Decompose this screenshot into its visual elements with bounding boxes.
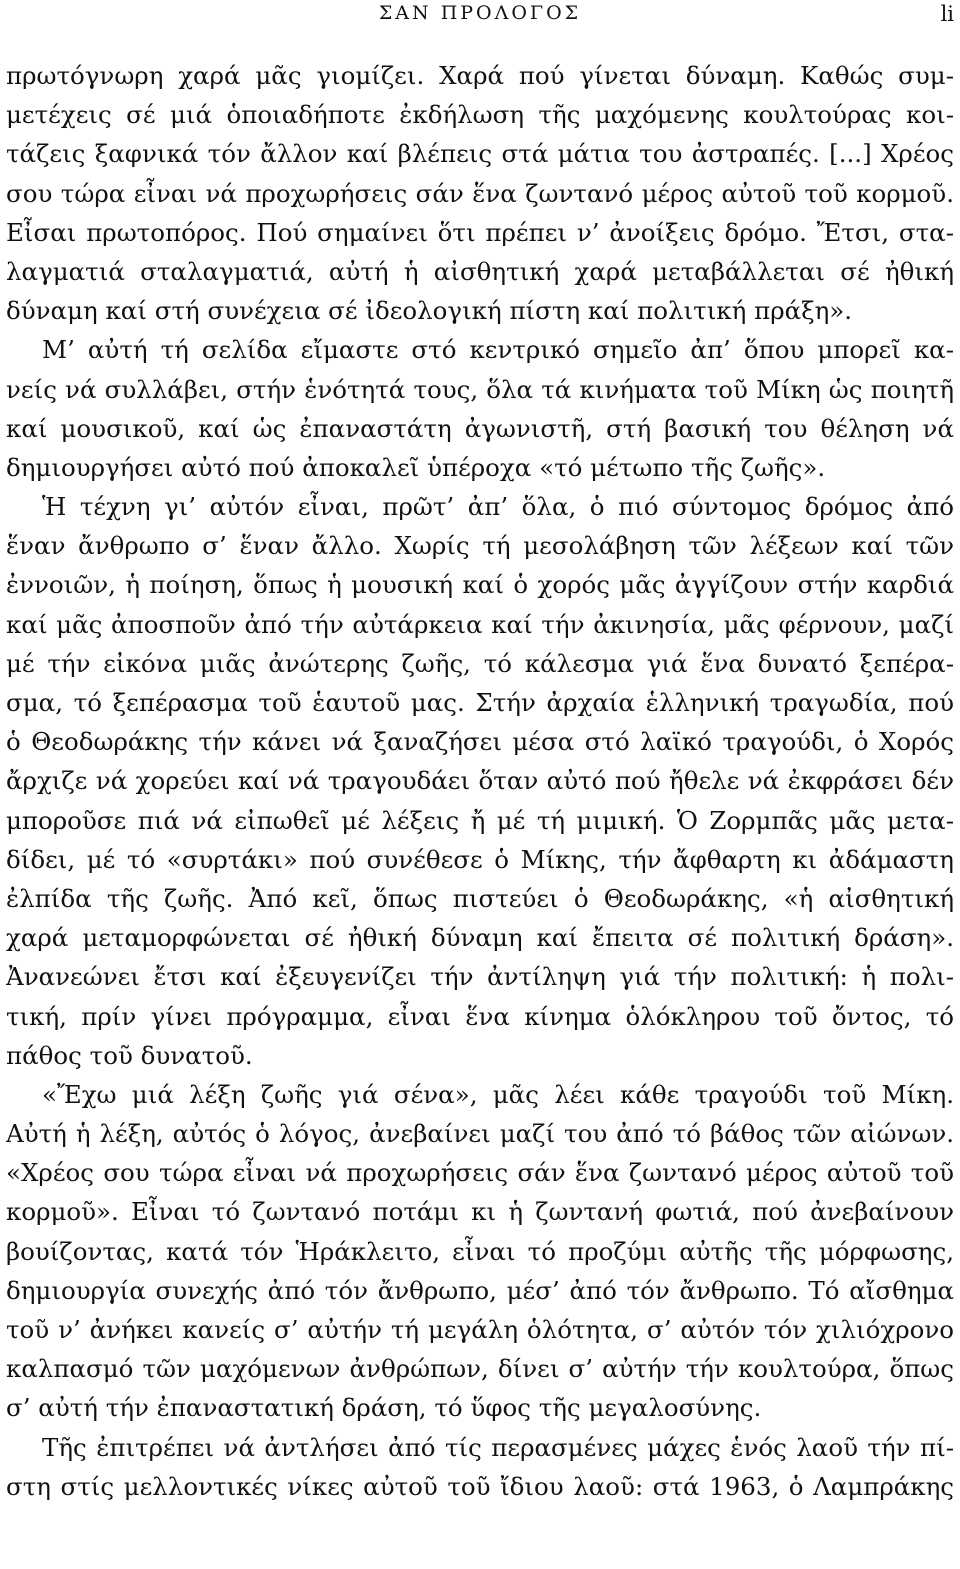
text-line: Ἀνανεώνει ἔτσι καί ἐξευγενίζει τήν ἀντίληψη γιά τήν πολιτική: ἡ πολι-	[6, 962, 954, 992]
text-line: Ἡ τέχνη γι’ αὐτόν εἶναι, πρῶτ’ ἀπ’ ὅλα, ὁ πιό σύντομος δρόμος ἀπό	[42, 492, 954, 522]
text-line: ἐννοιῶν, ἡ ποίηση, ὅπως ἡ μουσική καί ὁ χορός μᾶς ἀγγίζουν στήν καρδιά	[6, 570, 954, 600]
text-line: δίδει, μέ τό «συρτάκι» πού συνέθεσε ὁ Μίκης, τήν ἄφθαρτη κι ἀδάμαστη	[6, 844, 954, 874]
text-line: ἐλπίδα τῆς ζωῆς. Ἀπό κεῖ, ὅπως πιστεύει ὁ Θεοδωράκης, «ἡ αἰσθητική	[6, 883, 954, 913]
text-line: Εἶσαι πρωτοπόρος. Πού σημαίνει ὅτι πρέπει ν’ ἀνοίξεις δρόμο. Ἔτσι, στα-	[6, 217, 954, 247]
text-line: ὁ Θεοδωράκης τήν κάνει νά ξαναζήσει μέσα στό λαϊκό τραγούδι, ὁ Χορός	[6, 727, 954, 757]
text-line: δημιουργήσει αὐτό πού ἀποκαλεῖ ὑπέροχα «τό μέτωπο τῆς ζωῆς».	[6, 452, 826, 482]
text-line: Μ’ αὐτή τή σελίδα εἴμαστε στό κεντρικό σημεῖο ἀπ’ ὅπου μπορεῖ κα-	[42, 335, 954, 365]
text-line: κορμοῦ». Εἶναι τό ζωντανό ποτάμι κι ἡ ζωντανή φωτιά, πού ἀνεβαίνουν	[6, 1197, 954, 1227]
text-line: καλπασμό τῶν μαχόμενων ἀνθρώπων, δίνει σ’ αὐτήν τήν κουλτούρα, ὅπως	[6, 1354, 954, 1384]
text-line: βουίζοντας, κατά τόν Ἡράκλειτο, εἶναι τό προζύμι αὐτῆς τῆς μόρφωσης,	[6, 1236, 954, 1266]
text-line: καί μᾶς ἀποσποῦν ἀπό τήν αὐτάρκεια καί τήν ἀκινησία, μᾶς φέρνουν, μαζί	[6, 609, 954, 639]
text-line: χαρά μεταμορφώνεται σέ ἠθική δύναμη καί ἔπειτα σέ πολιτική δράση».	[6, 923, 954, 953]
text-line: καί μουσικοῦ, καί ὡς ἐπαναστάτη ἀγωνιστῆ, στή βασική του θέληση νά	[6, 413, 954, 443]
text-line: «Χρέος σου τώρα εἶναι νά προχωρήσεις σάν ἕνα ζωντανό μέρος αὐτοῦ τοῦ	[6, 1158, 954, 1188]
text-line: στη στίς μελλοντικές νίκες αὐτοῦ τοῦ ἴδιου λαοῦ: στά 1963, ὁ Λαμπράκης	[6, 1471, 954, 1501]
text-line: σου τώρα εἶναι νά προχωρήσεις σάν ἕνα ζωντανό μέρος αὐτοῦ τοῦ κορμοῦ.	[6, 178, 954, 208]
page-number: li	[940, 2, 954, 26]
text-line: τοῦ ν’ ἀνήκει κανείς σ’ αὐτήν τή μεγάλη ὁλότητα, σ’ αὐτόν τόν χιλιόχρονο	[6, 1315, 954, 1344]
page-header	[6, 2, 954, 30]
text-line: τική, πρίν γίνει πρόγραμμα, εἶναι ἕνα κίνημα ὁλόκληρου τοῦ ὄντος, τό	[6, 1001, 954, 1031]
text-line: «Ἔχω μιά λέξη ζωῆς γιά σένα», μᾶς λέει κάθε τραγούδι τοῦ Μίκη.	[42, 1079, 954, 1109]
text-line: ἄρχιζε νά χορεύει καί νά τραγουδάει ὅταν αὐτό πού ἤθελε νά ἐκφράσει δέν	[6, 766, 954, 796]
text-line: Αὐτή ἡ λέξη, αὐτός ὁ λόγος, ἀνεβαίνει μαζί του ἀπό τό βάθος τῶν αἰώνων.	[6, 1119, 954, 1149]
text-line: μέ τήν εἰκόνα μιᾶς ἀνώτερης ζωῆς, τό κάλεσμα γιά ἕνα δυνατό ξεπέρα-	[6, 648, 954, 678]
text-line: πρωτόγνωρη χαρά μᾶς γιομίζει. Χαρά πού γίνεται δύναμη. Καθώς συμ-	[6, 61, 954, 90]
text-line: δημιουργία συνεχής ἀπό τόν ἄνθρωπο, μέσ’ ἀπό τόν ἄνθρωπο. Τό αἴσθημα	[6, 1275, 954, 1305]
running-head: ΣΑΝ ΠΡΟΛΟΓΟΣ	[378, 2, 582, 24]
text-line: μποροῦσε πιά νά εἰπωθεῖ μέ λέξεις ἤ μέ τή μιμική. Ὁ Ζορμπᾶς μᾶς μετα-	[6, 805, 954, 835]
text-line: πάθος τοῦ δυνατοῦ.	[6, 1040, 253, 1070]
text-line: ἕναν ἄνθρωπο σ’ ἕναν ἄλλο. Χωρίς τή μεσολάβηση τῶν λέξεων καί τῶν	[6, 531, 954, 561]
text-line: σ’ αὐτή τήν ἐπαναστατική δράση, τό ὕφος τῆς μεγαλοσύνης.	[6, 1393, 762, 1423]
text-line: τάζεις ξαφνικά τόν ἄλλον καί βλέπεις στά μάτια του ἀστραπές. [...] Χρέος	[6, 139, 954, 169]
text-line: Τῆς ἐπιτρέπει νά ἀντλήσει ἀπό τίς περασμένες μάχες ἑνός λαοῦ τήν πί-	[42, 1432, 954, 1462]
body-text	[6, 56, 954, 1506]
text-line: λαγματιά σταλαγματιά, αὐτή ἡ αἰσθητική χαρά μεταβάλλεται σέ ἠθική	[6, 256, 954, 286]
text-line: δύναμη καί στή συνέχεια σέ ἰδεολογική πίστη καί πολιτική πράξη».	[6, 296, 853, 326]
text-line: νείς νά συλλάβει, στήν ἑνότητά τους, ὅλα τά κινήματα τοῦ Μίκη ὡς ποιητῆ	[6, 374, 954, 404]
text-line: σμα, τό ξεπέρασμα τοῦ ἑαυτοῦ μας. Στήν ἀρχαία ἑλληνική τραγωδία, πού	[6, 688, 954, 717]
text-line: μετέχεις σέ μιά ὁποιαδήποτε ἐκδήλωση τῆς μαχόμενης κουλτούρας κοι-	[6, 100, 954, 130]
